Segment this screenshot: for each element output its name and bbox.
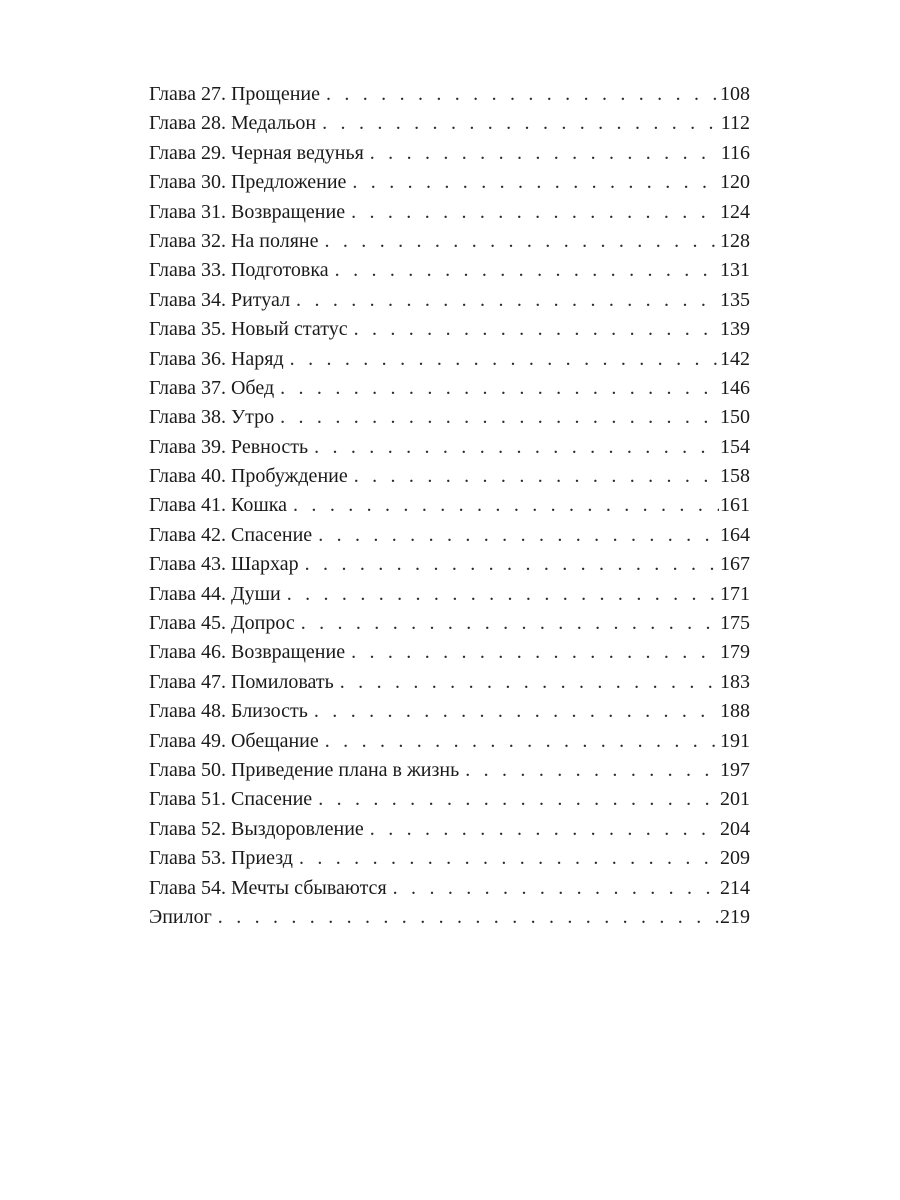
dot-leader: [299, 844, 719, 873]
toc-entry: [149, 403, 750, 432]
table-of-contents: [149, 80, 750, 932]
chapter-title: Эпилог: [149, 905, 212, 928]
toc-entry: [149, 668, 750, 697]
dot-leader: [325, 727, 719, 756]
page-number: 128: [720, 229, 750, 252]
chapter-title: Глава 33. Подготовка: [149, 259, 329, 282]
page-number: 179: [720, 641, 750, 664]
chapter-title: Глава 32. На поляне: [149, 229, 319, 252]
chapter-title: Глава 43. Шархар: [149, 553, 299, 576]
chapter-title: Глава 46. Возвращение: [149, 641, 346, 664]
page-number: 219: [720, 905, 750, 928]
dot-leader: [351, 638, 719, 667]
dot-leader: [352, 168, 719, 197]
chapter-title: Глава 29. Черная ведунья: [149, 141, 364, 164]
page-number: 167: [720, 553, 750, 576]
page-number: 188: [720, 700, 750, 723]
page-number: 142: [720, 347, 750, 370]
chapter-title: Глава 41. Кошка: [149, 494, 288, 517]
toc-entry: [149, 198, 750, 227]
dot-leader: [218, 903, 719, 932]
chapter-title: Глава 35. Новый статус: [149, 318, 348, 341]
toc-entry: [149, 697, 750, 726]
chapter-title: Глава 51. Спасение: [149, 788, 313, 811]
chapter-title: Глава 49. Обещание: [149, 729, 319, 752]
dot-leader: [370, 815, 719, 844]
toc-entry: [149, 521, 750, 550]
chapter-title: Глава 37. Обед: [149, 376, 275, 399]
dot-leader: [351, 198, 719, 227]
toc-entry: [149, 844, 750, 873]
toc-entry: [149, 168, 750, 197]
toc-entry: [149, 256, 750, 285]
page-number: 154: [720, 435, 750, 458]
dot-leader: [296, 286, 719, 315]
dot-leader: [287, 580, 719, 609]
chapter-title: Глава 53. Приезд: [149, 847, 293, 870]
toc-entry: [149, 874, 750, 903]
toc-entry: [149, 315, 750, 344]
toc-entry: [149, 727, 750, 756]
page-number: 116: [720, 141, 750, 164]
dot-leader: [322, 109, 720, 138]
dot-leader: [318, 521, 719, 550]
toc-entry: [149, 80, 750, 109]
chapter-title: Глава 45. Допрос: [149, 612, 295, 635]
page-number: 150: [720, 406, 750, 429]
page-number: 197: [720, 758, 750, 781]
chapter-title: Глава 48. Близость: [149, 700, 308, 723]
dot-leader: [335, 256, 719, 285]
toc-entry: [149, 903, 750, 932]
chapter-title: Глава 47. Помиловать: [149, 670, 334, 693]
toc-entry: [149, 433, 750, 462]
chapter-title: Глава 52. Выздоровление: [149, 817, 364, 840]
dot-leader: [318, 785, 719, 814]
page-number: 175: [720, 612, 750, 635]
toc-entry: [149, 609, 750, 638]
toc-entry: [149, 227, 750, 256]
toc-entry: [149, 491, 750, 520]
toc-entry: [149, 550, 750, 579]
chapter-title: Глава 38. Утро: [149, 406, 275, 429]
dot-leader: [325, 227, 720, 256]
toc-entry: [149, 345, 750, 374]
dot-leader: [280, 403, 719, 432]
page-number: 161: [720, 494, 750, 517]
dot-leader: [340, 668, 719, 697]
dot-leader: [280, 374, 719, 403]
toc-entry: [149, 374, 750, 403]
page-number: 131: [720, 259, 750, 282]
page-number: 214: [720, 876, 750, 899]
page-number: 164: [720, 523, 750, 546]
chapter-title: Глава 31. Возвращение: [149, 200, 346, 223]
dot-leader: [393, 874, 719, 903]
chapter-title: Глава 30. Предложение: [149, 171, 347, 194]
page-number: 112: [720, 112, 750, 135]
dot-leader: [314, 433, 719, 462]
page-number: 124: [720, 200, 750, 223]
chapter-title: Глава 36. Наряд: [149, 347, 284, 370]
dot-leader: [326, 80, 719, 109]
chapter-title: Глава 50. Приведение плана в жизнь: [149, 758, 460, 781]
page-number: 108: [720, 83, 750, 105]
chapter-title: Глава 42. Спасение: [149, 523, 313, 546]
chapter-title: Глава 27. Прощение: [149, 83, 320, 105]
dot-leader: [301, 609, 719, 638]
toc-entry: [149, 139, 750, 168]
toc-entry: [149, 580, 750, 609]
toc-entry: [149, 109, 750, 138]
chapter-title: Глава 54. Мечты сбываются: [149, 876, 387, 899]
dot-leader: [314, 697, 719, 726]
dot-leader: [293, 491, 719, 520]
page-number: 120: [720, 171, 750, 194]
toc-entry: [149, 785, 750, 814]
chapter-title: Глава 40. Пробуждение: [149, 465, 348, 488]
page-number: 183: [720, 670, 750, 693]
chapter-title: Глава 28. Медальон: [149, 112, 317, 135]
dot-leader: [305, 550, 719, 579]
page-number: 139: [720, 318, 750, 341]
dot-leader: [370, 139, 720, 168]
page-number: 209: [720, 847, 750, 870]
toc-entry: [149, 815, 750, 844]
page-number: 135: [720, 288, 750, 311]
page-number: 171: [720, 582, 750, 605]
toc-entry: [149, 462, 750, 491]
dot-leader: [354, 462, 719, 491]
page-number: 204: [720, 817, 750, 840]
chapter-title: Глава 34. Ритуал: [149, 288, 291, 311]
dot-leader: [354, 315, 719, 344]
chapter-title: Глава 39. Ревность: [149, 435, 309, 458]
toc-entry: [149, 638, 750, 667]
page-number: 146: [720, 376, 750, 399]
page-number: 158: [720, 465, 750, 488]
dot-leader: [465, 756, 719, 785]
chapter-title: Глава 44. Души: [149, 582, 281, 605]
page-number: 201: [720, 788, 750, 811]
page-number: 191: [720, 729, 750, 752]
toc-entry: [149, 286, 750, 315]
dot-leader: [290, 345, 719, 374]
toc-entry: [149, 756, 750, 785]
